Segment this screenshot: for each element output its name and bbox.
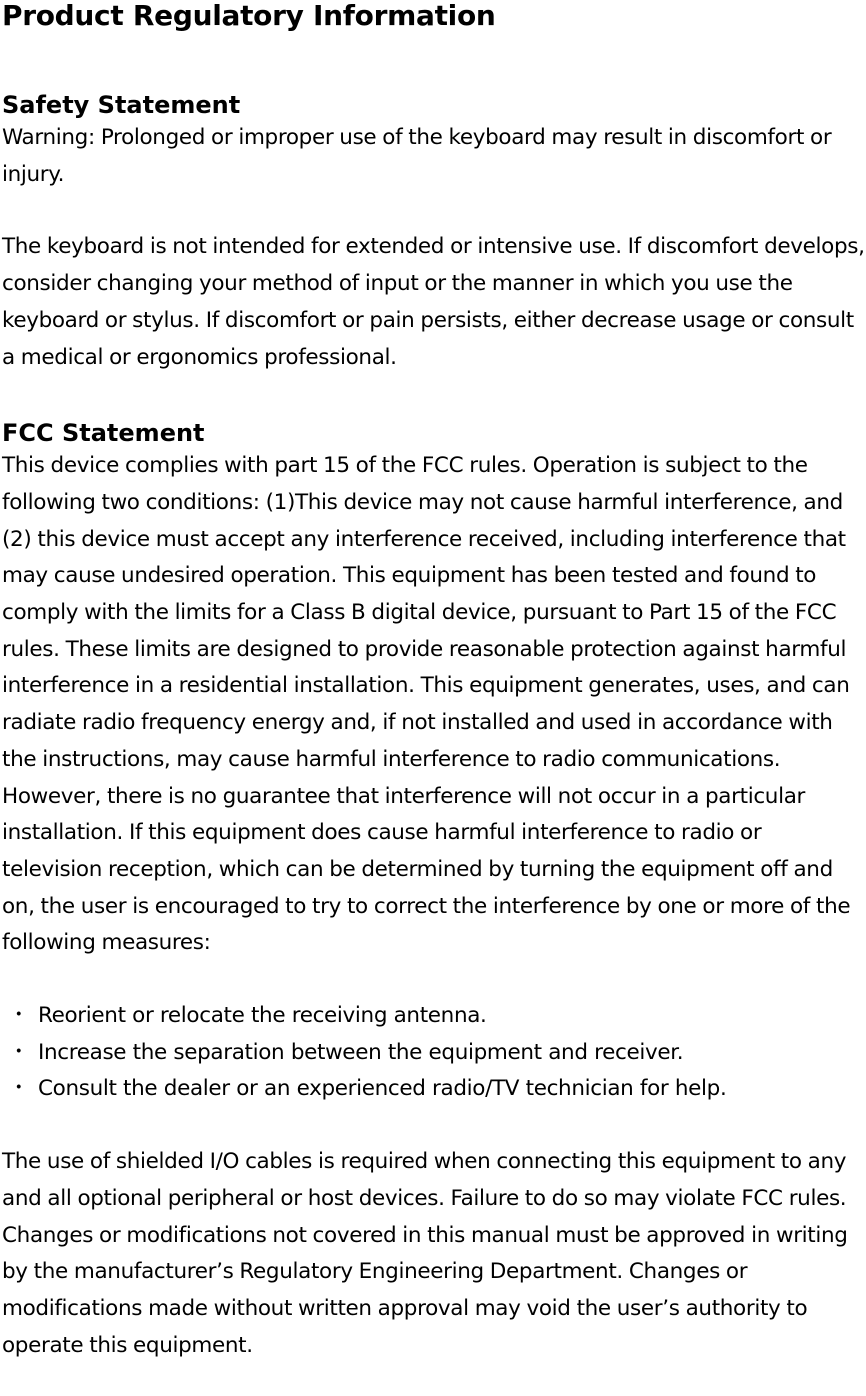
- document-page: [2, 0, 866, 1364]
- list-item-text: Consult the dealer or an experienced radio/TV technician for help.: [38, 1076, 727, 1102]
- page-title: Product Regulatory Information: [2, 0, 496, 32]
- fcc-statement-heading: FCC Statement: [2, 419, 205, 448]
- bullet-icon: ・: [8, 1039, 30, 1065]
- safety-warning-paragraph: Warning: Prolonged or improper use of the keyboard may result in discomfort or injury.: [2, 125, 832, 187]
- list-item: [2, 1035, 866, 1072]
- list-item-text: Increase the separation between the equipment and receiver.: [38, 1039, 684, 1065]
- safety-body-paragraph: The keyboard is not intended for extended or intensive use. If discomfort develops, consider changing your method of input or the manner in which you use the keyboard or stylus. If discomfort or pain persists, either decrease usage or consult a medical or ergonomics professional.: [2, 234, 865, 370]
- list-item-text: Reorient or relocate the receiving antenna.: [38, 1003, 487, 1029]
- safety-statement-heading: Safety Statement: [2, 91, 241, 119]
- bullet-icon: ・: [8, 1076, 30, 1102]
- list-item: [2, 998, 866, 1035]
- bullet-icon: ・: [8, 1003, 30, 1029]
- list-item: [2, 1071, 866, 1108]
- fcc-measures-list: [2, 998, 866, 1108]
- fcc-body-paragraph: This device complies with part 15 of the FCC rules. Operation is subject to the following two conditions: (1)This device may not cause harmful interference, and (2) this device must accept any interference received, including interference that may cause undesired operation. This equipment has been tested and found to comply with the limits for a Class B digital device, pursuant to Part 15 of the FCC rules. These limits are designed to provide reasonable protection against harmful interference in a residential installation. This equipment generates, uses, and can radiate radio frequency energy and, if not installed and used in accordance with the instructions, may cause harmful interference to radio communications. However, there is no guarantee that interference will not occur in a particular installation. If this equipment does cause harmful interference to radio or television reception, which can be determined by turning the equipment off and on, the user is encouraged to try to correct the interference by one or more of the following measures:: [2, 453, 851, 956]
- fcc-cables-paragraph: The use of shielded I/O cables is required when connecting this equipment to any and all optional peripheral or host devices. Failure to do so may violate FCC rules. Changes or modifications not covered in this manual must be approved in writing by the manufacturer’s Regulatory Engineering Department. Changes or modifications made without written approval may void the user’s authority to operate this equipment.: [2, 1149, 848, 1358]
